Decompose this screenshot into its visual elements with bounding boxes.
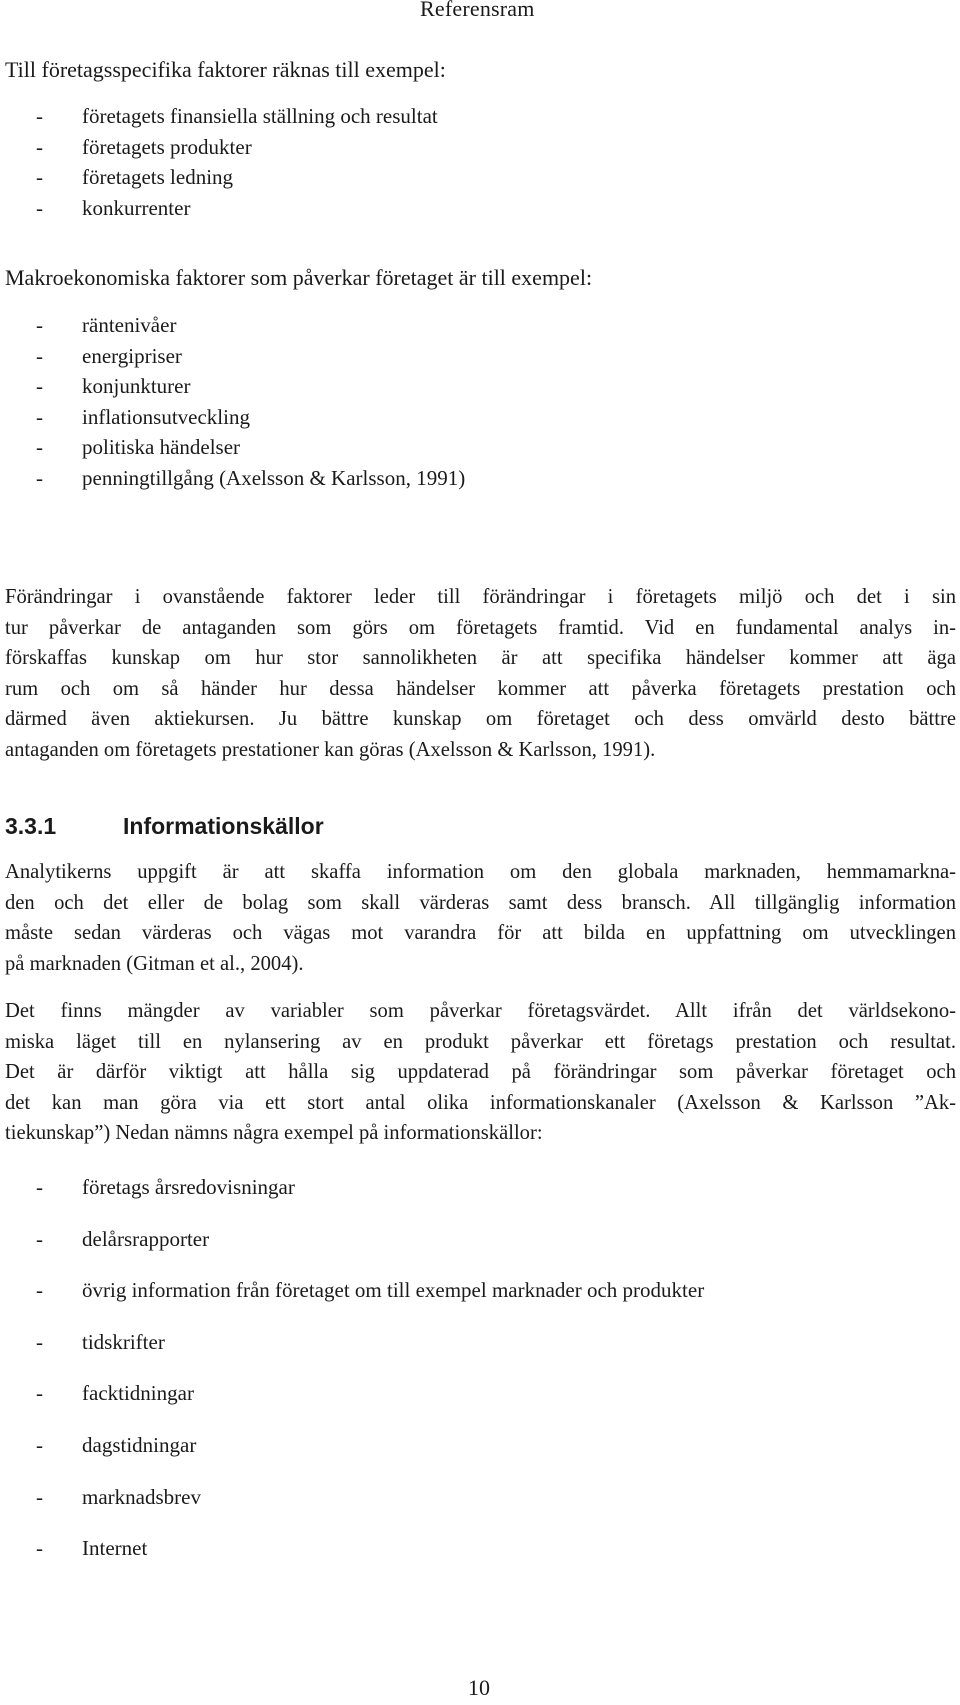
list-marker: - [36, 1226, 43, 1251]
list-item-text: dagstidningar [82, 1432, 197, 1457]
body-paragraph [5, 857, 956, 979]
list-item-text: energipriser [82, 343, 182, 368]
paragraph-line: den och det eller de bolag som skall värderas samt dess bransch. All tillgänglig information [5, 891, 956, 914]
section-heading [5, 813, 324, 840]
list-marker: - [36, 195, 43, 220]
list-item-text: facktidningar [82, 1381, 194, 1406]
paragraph-line: Det finns mängder av variabler som påverkar företagsvärdet. Allt ifrån det världsekono- [5, 1000, 956, 1022]
paragraph-line: rum och om så händer hur dessa händelser kommer att påverka företagets prestation och [5, 677, 956, 700]
paragraph-line: Förändringar i ovanstående faktorer leder till förändringar i företagets miljö och det i sin [5, 586, 956, 608]
company-factors-intro: Till företagsspecifika faktorer räknas till exempel: [5, 57, 446, 82]
list-item [36, 1162, 704, 1214]
list-marker: - [36, 134, 43, 159]
list-item [36, 162, 438, 193]
list-marker: - [36, 1432, 43, 1457]
list-marker: - [36, 435, 43, 459]
list-item-text: företagets ledning [82, 165, 234, 189]
list-item-text: företagets produkter [82, 134, 252, 159]
macro-factors-list [36, 310, 465, 493]
list-item-text: Internet [82, 1536, 148, 1561]
list-marker: - [36, 1175, 43, 1199]
list-item-text: marknadsbrev [82, 1484, 201, 1509]
paragraph-line: miska läget till en nylansering av en produkt påverkar ett företags prestation och resultat. [5, 1030, 956, 1053]
list-item-text: företagets finansiella ställning och resultat [82, 104, 438, 128]
list-item [36, 432, 465, 463]
macro-factors-intro: Makroekonomiska faktorer som påverkar företaget är till exempel: [5, 265, 593, 290]
paragraph-line: måste sedan värderas och vägas mot varandra för att bilda en uppfattning om utvecklingen [5, 922, 956, 945]
list-item-text: räntenivåer [82, 313, 177, 337]
section-title: Informationskällor [123, 813, 324, 839]
list-item [36, 310, 465, 341]
information-sources-list [36, 1162, 704, 1575]
paragraph-line: tur påverkar de antaganden som görs om företagets framtid. Vid en fundamental analys in- [5, 616, 956, 639]
list-item-text: penningtillgång (Axelsson & Karlsson, 1991) [82, 465, 466, 490]
list-item [36, 132, 438, 163]
list-marker: - [36, 165, 43, 189]
running-header: Referensram [420, 0, 535, 21]
list-item [36, 1265, 704, 1317]
list-item-text: konkurrenter [82, 195, 191, 220]
list-item [36, 101, 438, 132]
paragraph-line: Det är därför viktigt att hålla sig uppdaterad på förändringar som påverkar företaget och [5, 1061, 956, 1084]
list-item-text: övrig information från företaget om till exempel marknader och produkter [82, 1278, 705, 1303]
list-marker: - [36, 1278, 43, 1303]
list-item [36, 193, 438, 224]
list-marker: - [36, 343, 43, 368]
list-marker: - [36, 104, 43, 128]
paragraph-line: på marknaden (Gitman et al., 2004). [5, 952, 304, 975]
list-item [36, 463, 465, 494]
paragraph-line: tiekunskap”) Nedan nämns några exempel på informationskällor: [5, 1122, 543, 1145]
paragraph-line: antaganden om företagets prestationer kan göras (Axelsson & Karlsson, 1991). [5, 738, 656, 761]
list-item-text: inflationsutveckling [82, 404, 250, 429]
paragraph-line: Analytikerns uppgift är att skaffa information om den globala marknaden, hemmamarkna- [5, 861, 956, 883]
list-item [36, 341, 465, 372]
list-item [36, 1368, 704, 1420]
section-number: 3.3.1 [5, 813, 57, 839]
list-item [36, 1523, 704, 1575]
paragraph-line: det kan man göra via ett stort antal olika informationskanaler (Axelsson & Karlsson ”Ak- [5, 1091, 956, 1114]
list-item-text: företags årsredovisningar [82, 1175, 295, 1199]
list-marker: - [36, 1484, 43, 1509]
list-item [36, 1317, 704, 1369]
list-item [36, 1472, 704, 1524]
list-marker: - [36, 313, 43, 337]
list-item [36, 371, 465, 402]
body-paragraph [5, 582, 956, 766]
list-item-text: konjunkturer [82, 374, 191, 398]
list-marker: - [36, 1329, 43, 1354]
list-marker: - [36, 1536, 43, 1561]
list-marker: - [36, 465, 43, 490]
list-item [36, 402, 465, 433]
list-marker: - [36, 374, 43, 398]
page-number: 10 [468, 1675, 490, 1700]
list-item [36, 1214, 704, 1266]
body-paragraph [5, 996, 956, 1149]
list-item [36, 1420, 704, 1472]
paragraph-line: därmed även aktiekursen. Ju bättre kunskap om företaget och dess omvärld desto bättre [5, 708, 956, 731]
list-item-text: politiska händelser [82, 435, 241, 459]
list-marker: - [36, 1381, 43, 1406]
list-item-text: tidskrifter [82, 1329, 165, 1354]
list-item-text: delårsrapporter [82, 1226, 210, 1251]
list-marker: - [36, 404, 43, 429]
company-factors-list [36, 101, 438, 223]
paragraph-line: förskaffas kunskap om hur stor sannolikheten är att specifika händelser kommer att äga [5, 647, 956, 670]
